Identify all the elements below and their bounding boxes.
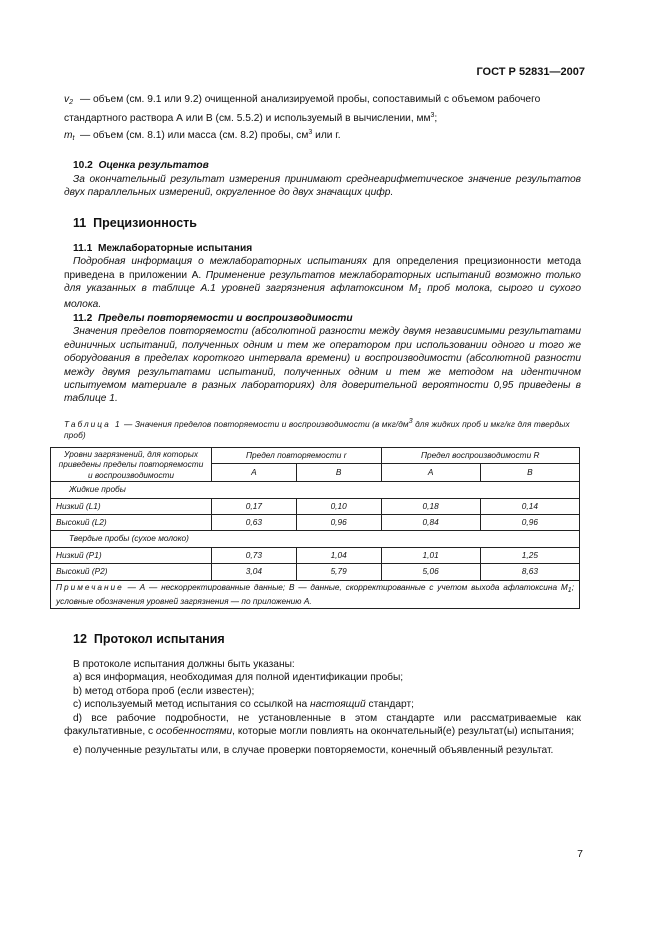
table-header-row: [51, 447, 580, 464]
header-levels: Уровни загрязнений, для которых приведены пределы повторяемости и воспроизводимости: [51, 447, 212, 482]
section-11-2-text: Значения пределов повторяемости (абсолютной разности между двумя независимыми результатами единичных испытаний, полученных одним и тем же оператором при использовании одного и того же оборудования в пределах короткого интервала времени) и воспроизводимости (абсолютной разности между двумя результатами испытаний, полученных одним и тем же методом на идентичном испытуемом материале в разных лабораториях) для доверительной вероятности 0,95 приведены в таблице 1.: [64, 326, 581, 405]
section-10-2-text: За окончательный результат измерения принимают среднеарифметическое значение результатов двух параллельных измерений, округленное до двух значащих цифр.: [64, 173, 581, 199]
table-row: Высокий (L2) 0,63 0,96 0,84 0,96: [51, 515, 580, 531]
table-group-row: Жидкие пробы: [51, 482, 580, 498]
subheader-R-b: B: [480, 464, 579, 482]
section-11-1-text: Подробная информация о межлабораторных испытаниях для определения прецизионности метода приведена в приложении А. Применение результатов межлабораторных испытаний возможно только для указанных в таблице А.1 уровней загрязнения афлатоксином $M_1$ проб молока, сырого и сухого молока.: [64, 256, 582, 311]
table-note: Примечание — А — нескорректированные данные; В — данные, скорректированные с учетом выхода афлатоксина $M_1$; условные обозначения уровней загрязнения — по приложению А.: [51, 580, 580, 608]
section-11-1-heading: 11.1 Межлабораторные испытания: [73, 242, 253, 254]
list-item: a) вся информация, необходимая для полной идентификации пробы;: [73, 672, 404, 684]
page-content: [56, 93, 582, 757]
list-item: b) метод отбора проб (если известен);: [73, 685, 255, 697]
list-item: e) полученные результаты или, в случае проверки повторяемости, конечный объявленный результат.: [73, 744, 554, 756]
page-number: 7: [577, 848, 583, 860]
subheader-r-b: B: [296, 464, 381, 482]
document-header: ГОСТ Р 52831—2007: [476, 66, 585, 78]
subheader-R-a: A: [381, 464, 480, 482]
table-row: Низкий (P1) 0,73 1,04 1,01 1,25: [51, 547, 580, 563]
precision-table: [50, 447, 580, 609]
table-row: Высокий (P2) 3,04 5,79 5,06 8,63: [51, 564, 580, 580]
v2-symbol: $v_2$: [64, 94, 73, 106]
mt-symbol: $m_t$: [64, 129, 75, 142]
table-note-row: [51, 580, 580, 608]
header-reproducibility: Предел воспроизводимости R: [381, 447, 579, 464]
subheader-r-a: A: [212, 464, 297, 482]
section-11-heading: 11 Прецизионность: [73, 216, 197, 231]
table-row: Низкий (L1) 0,17 0,10 0,18 0,14: [51, 498, 580, 514]
table-1-caption: Таблица 1 — Значения пределов повторяемости и воспроизводимости (в мкг/$дм^3$ для жидких проб и мкг/кг для твердых проб): [64, 417, 570, 440]
section-10-2-heading: 10.2 Оценка результатов: [73, 160, 209, 172]
section-12-intro: В протоколе испытания должны быть указаны:: [73, 659, 295, 671]
list-item: d) все рабочие подробности, не установленные в этом стандарте или рассматриваемые как факультативные, с особенностями, которые могли повлиять на окончательный(е) результат(ы) испытания;: [64, 712, 581, 738]
variable-v2-definition: [64, 93, 581, 109]
list-item: c) используемый метод испытания со ссылкой на настоящий стандарт;: [73, 699, 414, 711]
v2-text: — объем (см. 9.1 или 9.2) очищенной анализируемой пробы, сопоставимый с объемом рабочего: [80, 94, 541, 105]
section-12-heading: 12 Протокол испытания: [73, 631, 225, 646]
section-11-2-heading: 11.2 Пределы повторяемости и воспроизводимости: [73, 312, 353, 324]
variable-mt-definition: $m_t$ — объем (см. 8.1) или масса (см. 8.2) пробы, $см^3$ или г.: [64, 126, 581, 145]
header-repeatability: Предел повторяемости r: [212, 447, 382, 464]
table-group-row: Твердые пробы (сухое молоко): [51, 531, 580, 547]
variable-v2-continuation: стандартного раствора А или В (см. 5.5.2) и используемый в вычислении, $мм^3$;: [64, 112, 438, 125]
